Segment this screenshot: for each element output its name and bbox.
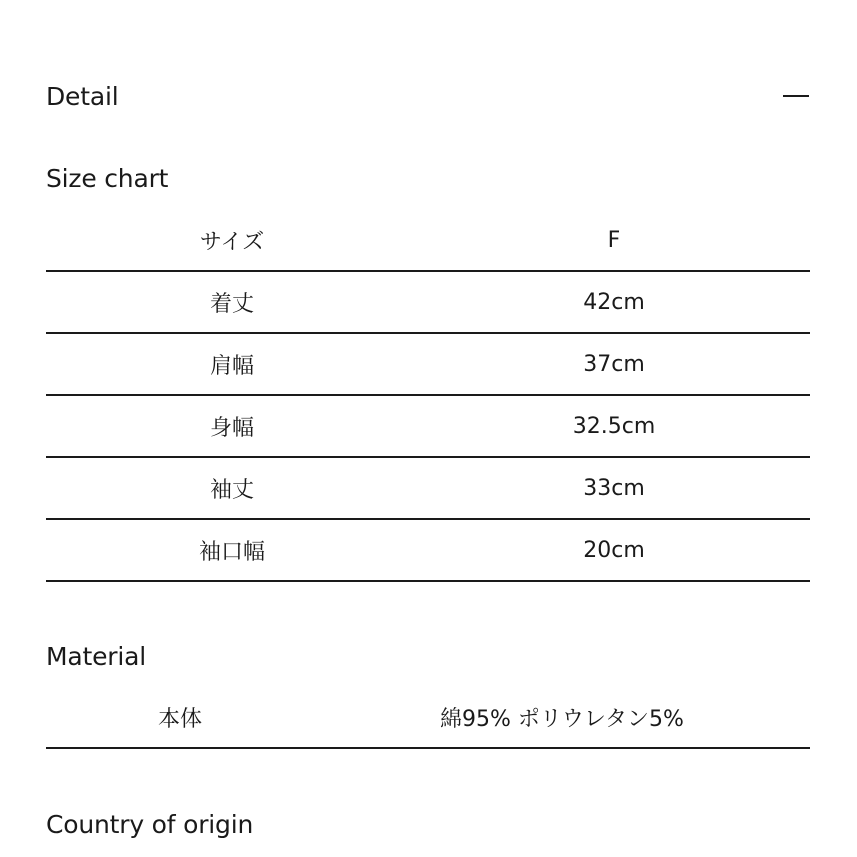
row-value: 37cm [583, 351, 645, 377]
table-row [46, 334, 810, 396]
table-row [46, 520, 810, 582]
row-label: 袖丈 [209, 477, 254, 503]
material-label: 本体 [157, 706, 202, 732]
material-value: 綿95% ポリウレタン5% [440, 706, 684, 732]
row-label: 袖口幅 [198, 539, 265, 565]
table-row [46, 687, 810, 749]
row-value: 33cm [583, 475, 645, 501]
detail-header[interactable] [46, 78, 810, 114]
table-row [46, 458, 810, 520]
size-chart-table [46, 210, 810, 582]
row-label: 身幅 [209, 415, 254, 441]
size-chart-header-row [46, 210, 810, 272]
size-header-label: サイズ [199, 229, 265, 255]
collapse-toggle-button[interactable] [782, 82, 810, 110]
country-of-origin-title: Country of origin [46, 810, 254, 839]
row-value: 32.5cm [572, 413, 656, 439]
material-title: Material [46, 642, 146, 671]
size-header-value: F [607, 227, 621, 253]
row-value: 20cm [583, 537, 645, 563]
row-value: 42cm [583, 289, 645, 315]
table-row [46, 396, 810, 458]
size-chart-title: Size chart [46, 164, 169, 193]
detail-title: Detail [46, 81, 119, 111]
table-row [46, 272, 810, 334]
row-label: 肩幅 [209, 353, 254, 379]
minus-icon [783, 95, 809, 97]
row-label: 着丈 [209, 291, 254, 317]
material-table [46, 687, 810, 749]
